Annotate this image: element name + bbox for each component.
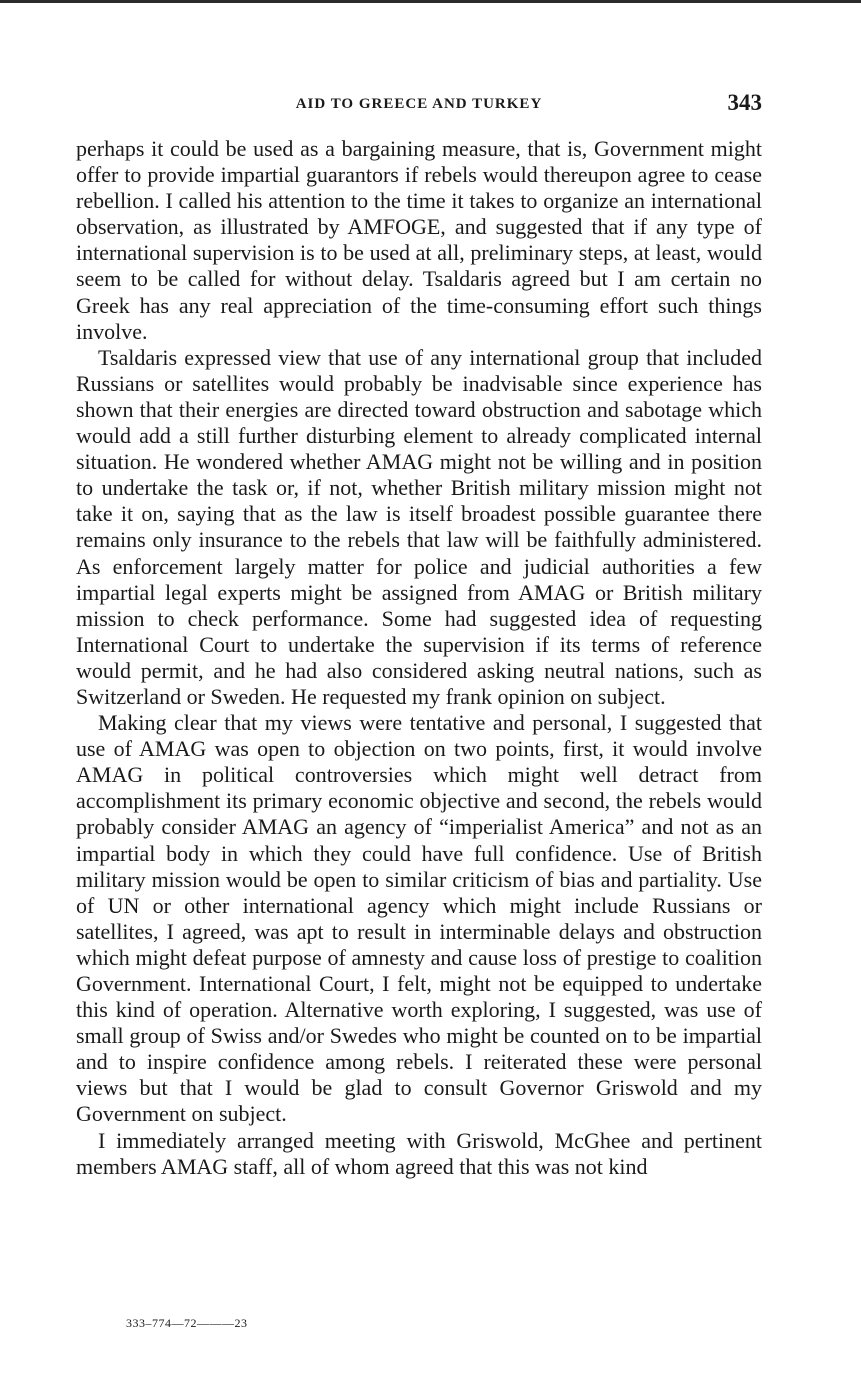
top-rule bbox=[0, 0, 861, 3]
print-code-footer: 333–774—72———23 bbox=[126, 1316, 248, 1330]
paragraph-3: Making clear that my views were tentative and personal, I suggested that use of AMAG was open to objection on two points, first, it would involve AMAG in political controversies which might well detract from accomplishment its primary economic objective and second, the rebels would probably consider AMAG an agency of “imperialist America” and not as an impartial body in which they could have full confidence. Use of British military mission would be open to similar criticism of bias and partiality. Use of UN or other international agency which might include Russians or satellites, I agreed, was apt to result in interminable delays and obstruction which might defeat purpose of amnesty and cause loss of prestige to coalition Government. International Court, I felt, might not be equipped to undertake this kind of operation. Alternative worth exploring, I suggested, was use of small group of Swiss and/or Swedes who might be counted on to be impartial and to inspire confidence among rebels. I reiterated these were personal views but that I would be glad to consult Governor Griswold and my Government on subject. bbox=[76, 710, 762, 1127]
paragraph-1: perhaps it could be used as a bargaining measure, that is, Government might offer to provide impartial guarantors if rebels would thereupon agree to cease rebellion. I called his attention to the time it takes to organize an international observation, as illustrated by AMFOGE, and suggested that if any type of international supervision is to be used at all, preliminary steps, at least, would seem to be called for without delay. Tsaldaris agreed but I am certain no Greek has any real appreciation of the time-consuming effort such things involve. bbox=[76, 136, 762, 344]
paragraph-2: Tsaldaris expressed view that use of any international group that included Russians or satellites would probably be inadvisable since experience has shown that their energies are directed toward obstruction and sabotage which would add a still further disturbing element to already complicated internal situation. He wondered whether AMAG might not be willing and in position to undertake the task or, if not, whether British military mission might not take it on, saying that as the law is itself broadest possible guarantee there remains only insurance to the rebels that law will be faithfully administered. As enforcement largely matter for police and judicial authorities a few impartial legal experts might be assigned from AMAG or British military mission to check performance. Some had suggested idea of requesting International Court to undertake the supervision if its terms of reference would permit, and he had also considered asking neutral nations, such as Switzerland or Sweden. He requested my frank opinion on subject. bbox=[76, 344, 762, 709]
page-number: 343 bbox=[727, 90, 762, 115]
body-text bbox=[76, 136, 762, 1180]
paragraph-4: I immediately arranged meeting with Griswold, McGhee and pertinent members AMAG staff, all of whom agreed that this was not kind bbox=[76, 1127, 762, 1179]
running-title: AID TO GREECE AND TURKEY bbox=[295, 96, 543, 112]
page-header bbox=[76, 90, 762, 120]
